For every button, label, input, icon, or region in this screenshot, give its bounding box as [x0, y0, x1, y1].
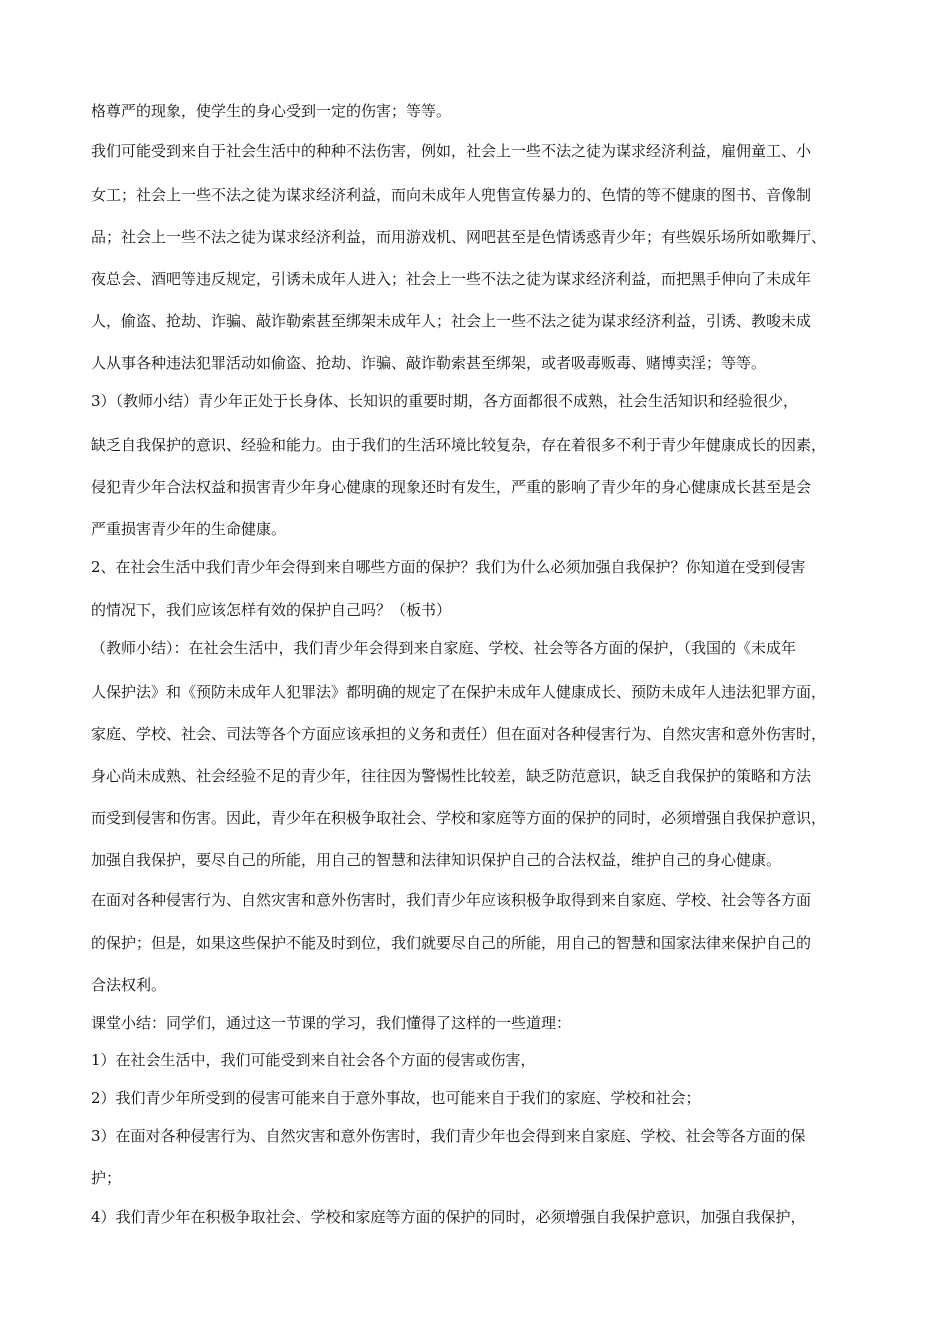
text-line: （教师小结）：在社会生活中，我们青少年会得到来自家庭、学校、社会等各方面的保护，（我国的《未成年 — [91, 639, 797, 657]
text-line: 的情况下，我们应该怎样有效的保护自己吗？（板书） — [91, 601, 452, 619]
text-line: 格尊严的现象，使学生的身心受到一定的伤害；等等。 — [91, 102, 452, 120]
text-line: 家庭、学校、社会、司法等各个方面应该承担的义务和责任）但在面对各种侵害行为、自然灾害和意外伤害时， — [91, 725, 827, 743]
text-line: 合法权利。 — [91, 976, 167, 994]
text-line: 护； — [91, 1169, 122, 1187]
text-line: 侵犯青少年合法权益和损害青少年身心健康的现象还时有发生，严重的影响了青少年的身心健康成长甚至是会 — [91, 478, 812, 496]
text-line: 在面对各种侵害行为、自然灾害和意外伤害时，我们青少年应该积极争取得到来自家庭、学校、社会等各方面 — [91, 891, 812, 909]
text-line: 而受到侵害和伤害。因此，青少年在积极争取社会、学校和家庭等方面的保护的同时，必须增强自我保护意识， — [91, 809, 827, 827]
text-line: 2）我们青少年所受到的侵害可能来自于意外事故，也可能来自于我们的家庭、学校和社会； — [91, 1089, 701, 1107]
text-line: 品；社会上一些不法之徒为谋求经济利益，而用游戏机、网吧甚至是色情诱惑青少年；有些娱乐场所如歌舞厅、 — [91, 228, 827, 246]
text-line: 女工；社会上一些不法之徒为谋求经济利益，而向未成年人兜售宣传暴力的、色情的等不健康的图书、音像制 — [91, 186, 812, 204]
text-line: 缺乏自我保护的意识、经验和能力。由于我们的生活环境比较复杂，存在着很多不利于青少年健康成长的因素， — [91, 436, 827, 454]
text-line: 1）在社会生活中，我们可能受到来自社会各个方面的侵害或伤害， — [91, 1051, 536, 1069]
text-line: 我们可能受到来自于社会生活中的种种不法伤害，例如，社会上一些不法之徒为谋求经济利益，雇佣童工、小 — [91, 142, 812, 160]
text-line: 夜总会、酒吧等违反规定，引诱未成年人进入；社会上一些不法之徒为谋求经济利益，而把黑手伸向了未成年 — [91, 270, 812, 288]
text-line: 人，偷盗、抢劫、诈骗、敲诈勒索甚至绑架未成年人；社会上一些不法之徒为谋求经济利益，引诱、教唆未成 — [91, 312, 812, 330]
text-line: 4）我们青少年在积极争取社会、学校和家庭等方面的保护的同时，必须增强自我保护意识，加强自我保护， — [91, 1208, 806, 1226]
text-line: 3）（教师小结）青少年正处于长身体、长知识的重要时期，各方面都很不成熟，社会生活知识和经验很少， — [91, 392, 799, 410]
text-line: 严重损害青少年的生命健康。 — [91, 520, 287, 538]
text-line: 人保护法》和《预防未成年人犯罪法》都明确的规定了在保护未成年人健康成长、预防未成年人违法犯罪方面， — [91, 683, 827, 701]
text-line: 人从事各种违法犯罪活动如偷盗、抢劫、诈骗、敲诈勒索甚至绑架，或者吸毒贩毒、赌博卖淫；等等。 — [91, 354, 767, 372]
text-line: 课堂小结：同学们，通过这一节课的学习，我们懂得了这样的一些道理： — [91, 1014, 572, 1032]
text-line: 3）在面对各种侵害行为、自然灾害和意外伤害时，我们青少年也会得到来自家庭、学校、社会等各方面的保 — [91, 1127, 806, 1145]
text-line: 加强自我保护，要尽自己的所能，用自己的智慧和法律知识保护自己的合法权益，维护自己的身心健康。 — [91, 851, 782, 869]
text-line: 的保护；但是，如果这些保护不能及时到位，我们就要尽自己的所能，用自己的智慧和国家法律来保护自己的 — [91, 934, 812, 952]
text-line: 2、在社会生活中我们青少年会得到来自哪些方面的保护？我们为什么必须加强自我保护？你知道在受到侵害 — [91, 558, 806, 576]
text-line: 身心尚未成熟、社会经验不足的青少年，往往因为警惕性比较差，缺乏防范意识，缺乏自我保护的策略和方法 — [91, 767, 812, 785]
